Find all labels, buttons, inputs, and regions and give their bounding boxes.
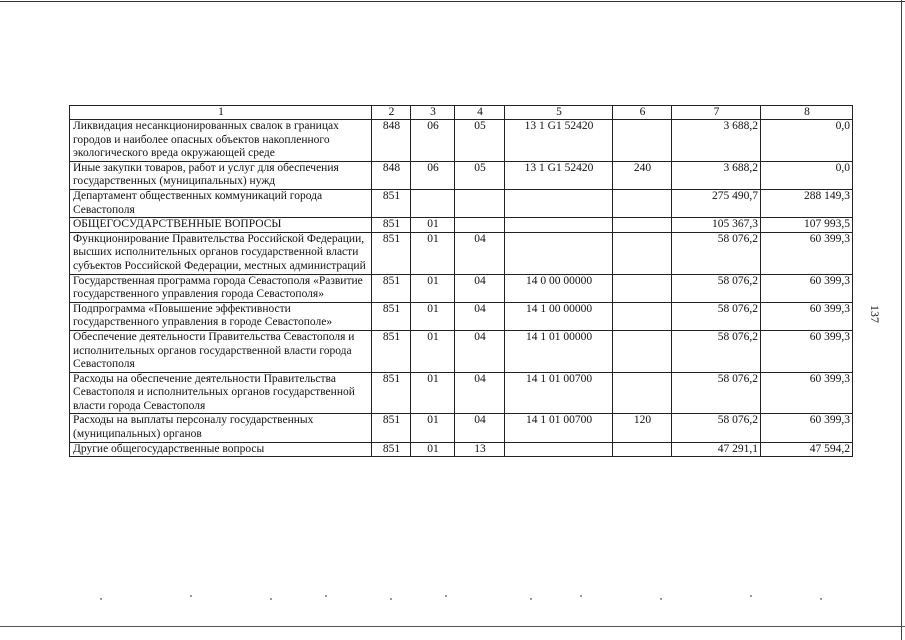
row-rz-cell: 01	[411, 330, 455, 372]
row-rz-cell: 06	[411, 120, 455, 162]
row-pr-cell: 04	[455, 274, 505, 302]
row-name-cell: Функционирование Правительства Российской Федерации, высших исполнительных органов государственной власти субъектов Российской Федерации, местных администраций	[70, 232, 372, 274]
scan-noise	[60, 594, 860, 602]
header-cell: 1	[70, 106, 372, 120]
row-rz-cell: 01	[411, 414, 455, 442]
row-name-cell: Департамент общественных коммуникаций города Севастополя	[70, 189, 372, 217]
row-sum-year1-cell: 105 367,3	[672, 218, 761, 233]
table-row	[70, 372, 853, 414]
row-ved-cell: 851	[372, 274, 411, 302]
row-vr-cell	[613, 302, 672, 330]
table-row	[70, 218, 853, 233]
row-csr-cell	[505, 189, 613, 217]
row-pr-cell: 04	[455, 232, 505, 274]
row-ved-cell: 848	[372, 120, 411, 162]
row-rz-cell: 06	[411, 161, 455, 189]
row-name-cell: Иные закупки товаров, работ и услуг для обеспечения государственных (муниципальных) нужд	[70, 161, 372, 189]
row-csr-cell: 13 1 G1 52420	[505, 161, 613, 189]
table-row	[70, 161, 853, 189]
header-cell: 3	[411, 106, 455, 120]
row-pr-cell	[455, 189, 505, 217]
row-vr-cell	[613, 372, 672, 414]
table-row	[70, 120, 853, 162]
scan-speck	[390, 598, 392, 600]
row-ved-cell: 851	[372, 218, 411, 233]
row-csr-cell: 14 1 01 00700	[505, 372, 613, 414]
row-sum-year2-cell: 288 149,3	[761, 189, 853, 217]
row-ved-cell: 851	[372, 302, 411, 330]
row-sum-year1-cell: 3 688,2	[672, 161, 761, 189]
budget-table	[69, 105, 853, 457]
row-name-cell: Другие общегосударственные вопросы	[70, 442, 372, 457]
row-sum-year2-cell: 60 399,3	[761, 302, 853, 330]
row-name-cell: Ликвидация несанкционированных свалок в границах городов и наиболее опасных объектов накопленного экологического вреда окружающей среде	[70, 120, 372, 162]
row-vr-cell	[613, 189, 672, 217]
table-row	[70, 330, 853, 372]
row-pr-cell	[455, 218, 505, 233]
header-cell: 4	[455, 106, 505, 120]
row-name-cell: Подпрограмма «Повышение эффективности государственного управления в городе Севастополе»	[70, 302, 372, 330]
row-pr-cell: 13	[455, 442, 505, 457]
row-sum-year2-cell: 107 993,5	[761, 218, 853, 233]
row-sum-year1-cell: 58 076,2	[672, 274, 761, 302]
row-csr-cell: 14 1 01 00000	[505, 330, 613, 372]
row-vr-cell	[613, 232, 672, 274]
row-rz-cell	[411, 189, 455, 217]
row-sum-year2-cell: 0,0	[761, 120, 853, 162]
header-cell: 2	[372, 106, 411, 120]
row-rz-cell: 01	[411, 442, 455, 457]
row-vr-cell	[613, 442, 672, 457]
row-sum-year1-cell: 58 076,2	[672, 302, 761, 330]
row-vr-cell	[613, 330, 672, 372]
row-pr-cell: 04	[455, 414, 505, 442]
scan-speck	[750, 595, 752, 597]
scan-speck	[580, 595, 582, 597]
row-pr-cell: 05	[455, 120, 505, 162]
row-name-cell: Расходы на выплаты персоналу государственных (муниципальных) органов	[70, 414, 372, 442]
scan-speck	[100, 598, 102, 600]
header-row	[70, 106, 853, 120]
row-ved-cell: 851	[372, 232, 411, 274]
row-name-cell: Обеспечение деятельности Правительства Севастополя и исполнительных органов государственной власти города Севастополя	[70, 330, 372, 372]
table-row	[70, 442, 853, 457]
row-name-cell: ОБЩЕГОСУДАРСТВЕННЫЕ ВОПРОСЫ	[70, 218, 372, 233]
row-sum-year2-cell: 60 399,3	[761, 330, 853, 372]
row-vr-cell	[613, 274, 672, 302]
row-sum-year2-cell: 60 399,3	[761, 414, 853, 442]
row-sum-year1-cell: 275 490,7	[672, 189, 761, 217]
row-sum-year2-cell: 0,0	[761, 161, 853, 189]
header-cell: 5	[505, 106, 613, 120]
row-sum-year1-cell: 58 076,2	[672, 372, 761, 414]
scan-edge-right	[901, 0, 902, 640]
row-csr-cell	[505, 442, 613, 457]
row-sum-year2-cell: 60 399,3	[761, 274, 853, 302]
row-vr-cell	[613, 218, 672, 233]
row-rz-cell: 01	[411, 218, 455, 233]
row-name-cell: Государственная программа города Севастополя «Развитие государственного управления города Севастополя»	[70, 274, 372, 302]
scan-edge-bottom	[0, 626, 905, 627]
scan-speck	[445, 595, 447, 597]
table-row	[70, 302, 853, 330]
row-csr-cell	[505, 218, 613, 233]
row-pr-cell: 04	[455, 372, 505, 414]
table-row	[70, 189, 853, 217]
row-vr-cell: 240	[613, 161, 672, 189]
row-ved-cell: 851	[372, 189, 411, 217]
table-row	[70, 414, 853, 442]
scan-speck	[325, 595, 327, 597]
row-csr-cell	[505, 232, 613, 274]
row-sum-year1-cell: 58 076,2	[672, 414, 761, 442]
table-body	[70, 120, 853, 457]
header-cell: 7	[672, 106, 761, 120]
row-sum-year1-cell: 58 076,2	[672, 330, 761, 372]
page-number: 137	[868, 305, 882, 323]
row-rz-cell: 01	[411, 302, 455, 330]
row-pr-cell: 04	[455, 302, 505, 330]
scan-speck	[660, 598, 662, 600]
row-ved-cell: 848	[372, 161, 411, 189]
row-pr-cell: 05	[455, 161, 505, 189]
scan-speck	[820, 598, 822, 600]
scan-speck	[270, 598, 272, 600]
row-ved-cell: 851	[372, 414, 411, 442]
row-vr-cell	[613, 120, 672, 162]
table-row	[70, 232, 853, 274]
row-vr-cell: 120	[613, 414, 672, 442]
scan-speck	[190, 595, 192, 597]
row-rz-cell: 01	[411, 232, 455, 274]
row-sum-year2-cell: 60 399,3	[761, 372, 853, 414]
row-rz-cell: 01	[411, 274, 455, 302]
row-csr-cell: 14 0 00 00000	[505, 274, 613, 302]
row-ved-cell: 851	[372, 442, 411, 457]
scan-edge-top	[0, 1, 905, 2]
row-csr-cell: 13 1 G1 52420	[505, 120, 613, 162]
row-pr-cell: 04	[455, 330, 505, 372]
table-row	[70, 274, 853, 302]
row-ved-cell: 851	[372, 330, 411, 372]
row-sum-year2-cell: 60 399,3	[761, 232, 853, 274]
row-rz-cell: 01	[411, 372, 455, 414]
row-csr-cell: 14 1 00 00000	[505, 302, 613, 330]
row-csr-cell: 14 1 01 00700	[505, 414, 613, 442]
row-sum-year1-cell: 58 076,2	[672, 232, 761, 274]
scan-speck	[530, 598, 532, 600]
row-sum-year1-cell: 47 291,1	[672, 442, 761, 457]
row-name-cell: Расходы на обеспечение деятельности Правительства Севастополя и исполнительных органов государственной власти города Севастополя	[70, 372, 372, 414]
row-sum-year1-cell: 3 688,2	[672, 120, 761, 162]
row-sum-year2-cell: 47 594,2	[761, 442, 853, 457]
row-ved-cell: 851	[372, 372, 411, 414]
header-cell: 6	[613, 106, 672, 120]
header-cell: 8	[761, 106, 853, 120]
